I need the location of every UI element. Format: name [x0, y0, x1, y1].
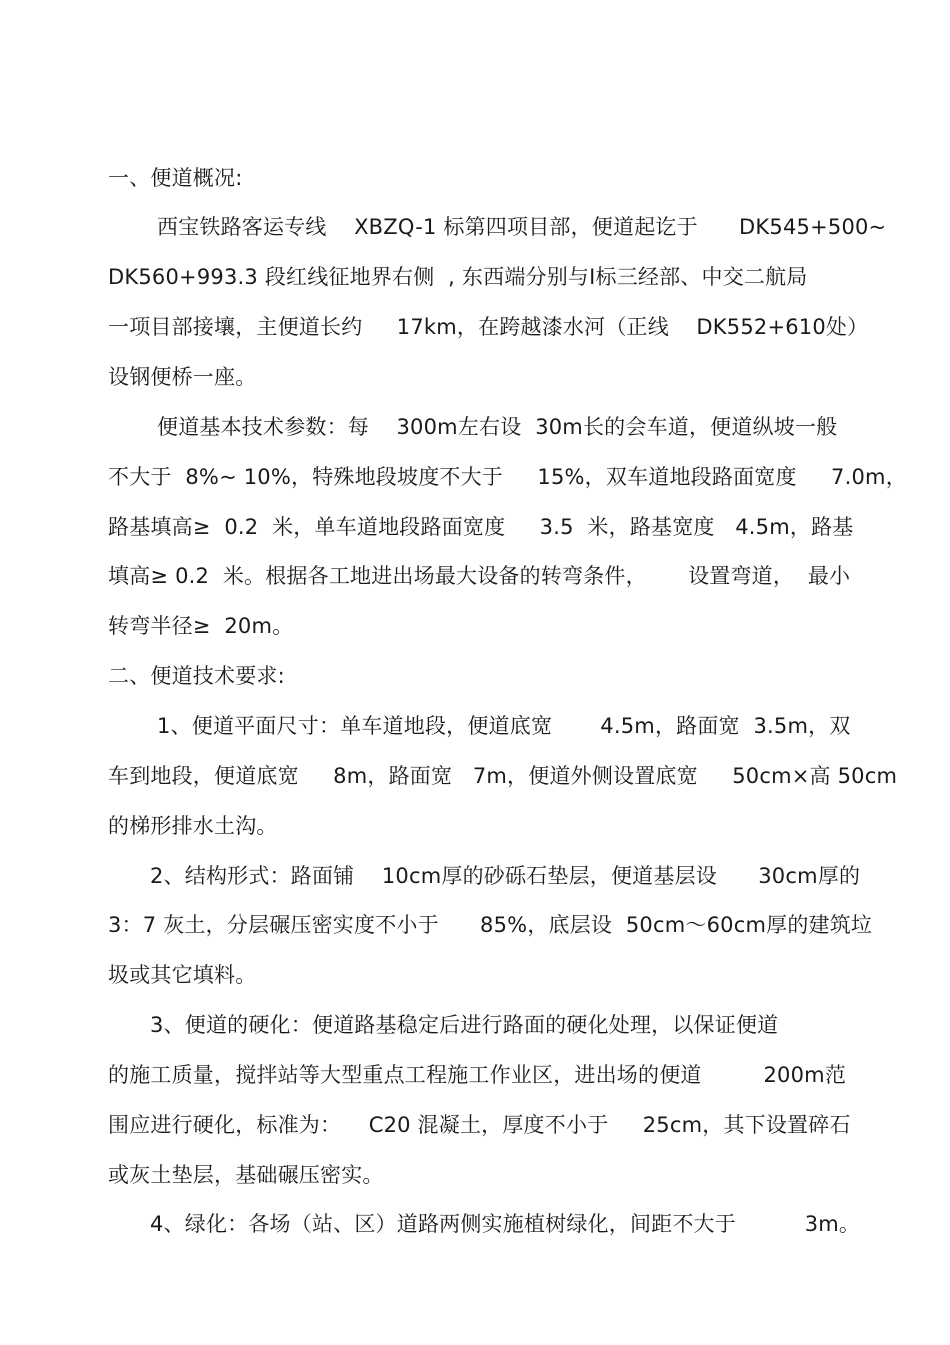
paragraph-line: 1、便道平面尺寸：单车道地段，便道底宽 4.5m，路面宽 3.5m，双: [157, 714, 851, 738]
paragraph-line: 车到地段，便道底宽 8m，路面宽 7m，便道外侧设置底宽 50cm×高 50cm: [108, 764, 898, 788]
paragraph-line: 便道基本技术参数：每 300m左右设 30m长的会车道，便道纵坡一般: [157, 415, 838, 439]
paragraph-line: 或灰土垫层，基础碾压密实。: [108, 1163, 384, 1187]
paragraph-line: 围应进行硬化，标准为： C20 混凝土，厚度不小于 25cm，其下设置碎石: [108, 1113, 851, 1137]
paragraph-line: 设钢便桥一座。: [108, 365, 257, 389]
paragraph-line: 的施工质量，搅拌站等大型重点工程施工作业区，进出场的便道 200m范: [108, 1063, 847, 1087]
paragraph-line: DK560+993.3 段红线征地界右侧 , 东西端分别与Ⅰ标三经部、中交二航局: [108, 265, 808, 289]
paragraph-line: 一项目部接壤，主便道长约 17km，在跨越漆水河（正线 DK552+610处）: [108, 315, 869, 339]
heading-1: 一、便道概况:: [108, 166, 243, 190]
paragraph-line: 填高≥ 0.2 米。根据各工地进出场最大设备的转弯条件， 设置弯道， 最小: [108, 564, 851, 588]
paragraph-line: 路基填高≥ 0.2 米，单车道地段路面宽度 3.5 米，路基宽度 4.5m，路基: [108, 515, 854, 539]
paragraph-line: 圾或其它填料。: [108, 963, 257, 987]
paragraph-line: 4、绿化：各场（站、区）道路两侧实施植树绿化，间距不大于 3m。: [150, 1212, 861, 1236]
paragraph-line: 3：7 灰土，分层碾压密实度不小于 85%，底层设 50cm～60cm厚的建筑垃: [108, 913, 873, 937]
heading-2: 二、便道技术要求:: [108, 664, 285, 688]
paragraph-line: 的梯形排水土沟。: [108, 814, 278, 838]
paragraph-line: 不大于 8%~ 10%，特殊地段坡度不大于 15%，双车道地段路面宽度 7.0m，: [108, 465, 907, 489]
paragraph-line: 2、结构形式：路面铺 10cm厚的砂砾石垫层，便道基层设 30cm厚的: [150, 864, 861, 888]
paragraph-line: 西宝铁路客运专线 XBZQ-1 标第四项目部，便道起讫于 DK545+500~: [157, 215, 887, 239]
paragraph-line: 3、便道的硬化：便道路基稳定后进行路面的硬化处理，以保证便道: [150, 1013, 779, 1037]
paragraph-line: 转弯半径≥ 20m。: [108, 614, 294, 638]
